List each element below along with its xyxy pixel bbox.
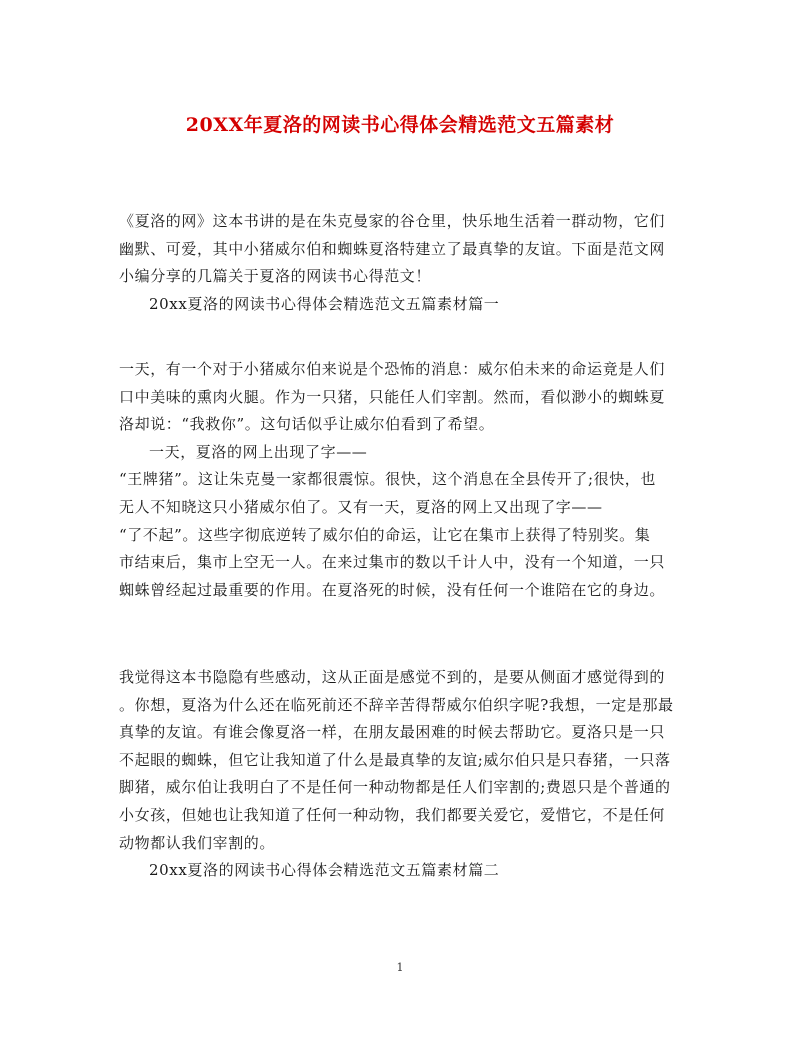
text-line: 一天，夏洛的网上出现了字—— (149, 442, 368, 461)
text-line: 幽默、可爱，其中小猪威尔伯和蜘蛛夏洛特建立了最真挚的友谊。下面是范文网 (119, 239, 666, 258)
text-line: 动物都认我们宰割的。 (119, 833, 276, 852)
text-line: 市结束后，集市上空无一人。在来过集市的数以千计人中，没有一个知道，一只 (119, 553, 666, 572)
document-title: 20XX年夏洛的网读书心得体会精选范文五篇素材 (185, 114, 615, 136)
text-line: 《夏洛的网》这本书讲的是在朱克曼家的谷仓里，快乐地生活着一群动物，它们 (119, 212, 666, 230)
text-line: 无人不知晓这只小猪威尔伯了。又有一天，夏洛的网上又出现了字—— (119, 497, 603, 516)
text-line: “王牌猪”。这让朱克曼一家都很震惊。很快，这个消息在全县传开了;很快，也 (119, 470, 656, 489)
text-line: 我觉得这本书隐隐有些感动，这从正面是感觉不到的，是要从侧面才感觉得到的 (119, 668, 666, 686)
text-line: 。你想，夏洛为什么还在临死前还不辞辛苦得帮威尔伯织字呢?我想，一定是那最 (119, 695, 674, 714)
story-paragraph-1 (119, 356, 689, 604)
text-line: 一天，有一个对于小猪威尔伯来说是个恐怖的消息：威尔伯未来的命运竟是人们 (119, 360, 666, 378)
intro-paragraph (119, 208, 689, 318)
section-heading-1: 20xx夏洛的网读书心得体会精选范文五篇素材篇一 (149, 294, 500, 313)
section-heading-2: 20xx夏洛的网读书心得体会精选范文五篇素材篇二 (149, 861, 500, 880)
text-line: 不起眼的蜘蛛，但它让我知道了什么是最真挚的友谊;威尔伯只是只春猪，一只落 (119, 750, 671, 769)
text-line: 口中美味的熏肉火腿。作为一只猪，只能任人们宰割。然而，看似渺小的蜘蛛夏 (119, 387, 666, 406)
text-line: 脚猪，威尔伯让我明白了不是任何一种动物都是任人们宰割的;费恩只是个普通的 (119, 778, 671, 797)
text-line: 真挚的友谊。有谁会像夏洛一样，在朋友最困难的时候去帮助它。夏洛只是一只 (119, 723, 666, 742)
text-line: “了不起”。这些字彻底逆转了威尔伯的命运，让它在集市上获得了特别奖。集 (119, 525, 651, 544)
text-line: 小女孩，但她也让我知道了任何一种动物，我们都要关爱它，爱惜它，不是任何 (119, 805, 666, 824)
page-number: 1 (396, 961, 404, 974)
text-line: 小编分享的几篇关于夏洛的网读书心得范文！ (119, 267, 432, 286)
reflection-paragraph (119, 664, 689, 885)
text-line: 洛却说：“我救你”。这句话似乎让威尔伯看到了希望。 (119, 415, 495, 434)
text-line: 蜘蛛曾经起过最重要的作用。在夏洛死的时候，没有任何一个谁陪在它的身边。 (119, 580, 666, 599)
